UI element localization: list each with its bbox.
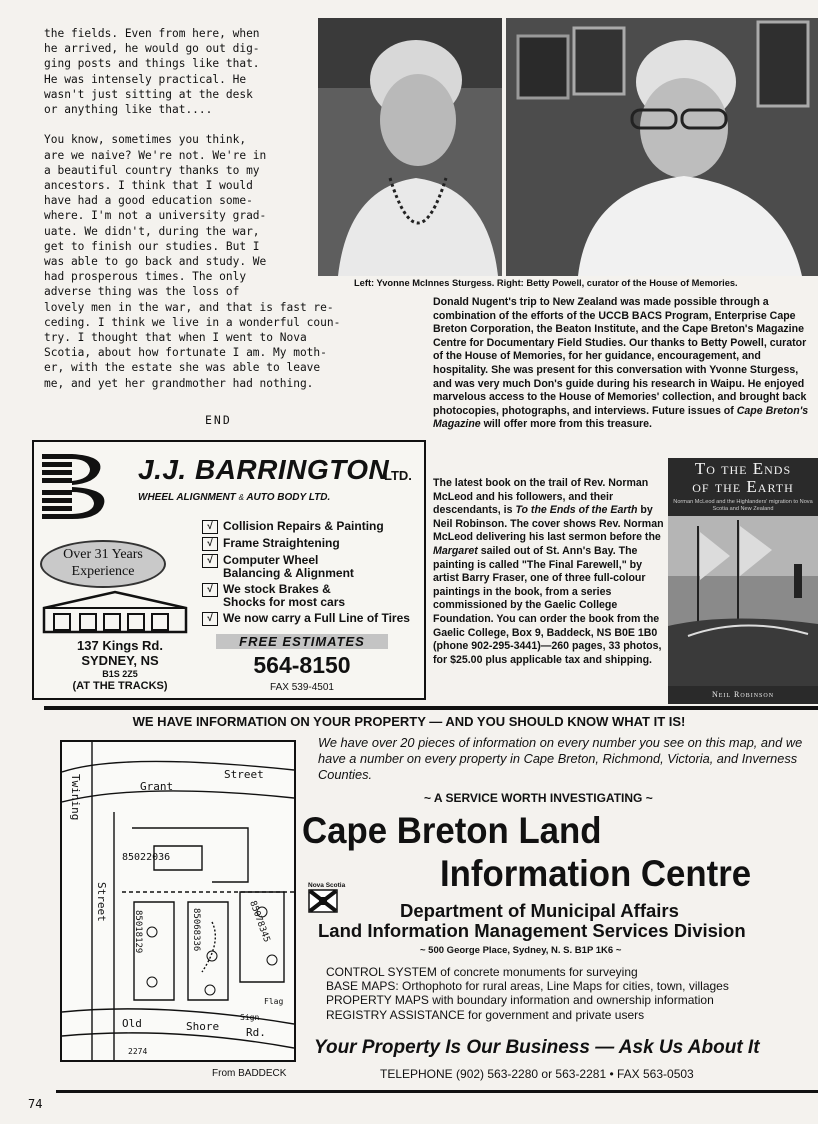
barrington-address [42, 638, 198, 693]
service-label: Frame Straightening [223, 536, 340, 550]
magazine-title: Cape Breton's Magazine [433, 404, 809, 431]
service-label: Computer Wheel Balancing & Alignment [223, 553, 354, 580]
service-label: We now carry a Full Line of Tires [223, 611, 410, 625]
barrington-fax: FAX 539-4501 [270, 682, 334, 693]
book-cover-title-1: To the Ends [694, 459, 792, 478]
map-label-old: Old [122, 1017, 142, 1030]
ship-name: Margaret [433, 544, 478, 557]
barrington-services [202, 520, 424, 626]
book-cover-title-2: of the Earth [692, 477, 794, 496]
map-parcel-3: 85068336 [191, 908, 201, 952]
barrington-ltd: LTD. [384, 468, 412, 483]
land-service-item: CONTROL SYSTEM of concrete monuments for surveying [326, 965, 638, 979]
property-map [60, 740, 296, 1062]
nova-scotia-label: Nova Scotia [308, 882, 346, 889]
map-parcel-1: 85022036 [122, 852, 171, 863]
book-cover [668, 458, 818, 704]
centre-title-line-2: Information Centre [440, 853, 752, 894]
map-label-sign: Sign [240, 1013, 260, 1022]
checkbox-icon: √ [202, 520, 218, 534]
dept-address: ~ 500 George Place, Sydney, N. S. B1P 1K6 ~ [420, 945, 622, 956]
dept-line-2: Land Information Management Services Division [318, 920, 746, 941]
checkbox-icon: √ [202, 537, 218, 551]
centre-slogan: Your Property Is Our Business — Ask Us About It [314, 1037, 760, 1058]
garage-icon [40, 588, 190, 634]
bottom-rule [56, 1090, 818, 1093]
barrington-subtitle [138, 492, 330, 503]
barrington-ad [32, 440, 426, 700]
barrington-logo [38, 450, 108, 524]
land-services [326, 965, 729, 1022]
map-label-shore: Shore [186, 1020, 220, 1033]
experience-line-1: Over 31 Years [63, 547, 143, 562]
nova-scotia-flag-icon [308, 889, 338, 913]
property-headline: WE HAVE INFORMATION ON YOUR PROPERTY — AND YOU SHOULD KNOW WHAT IT IS! [132, 714, 686, 729]
experience-line-2: Experience [71, 564, 135, 579]
book-title: To the Ends of the Earth [515, 504, 638, 517]
interview-text: the fields. Even from here, when he arrived, he would go out dig- ging posts and things like that. He was intensely practical. He wasn't just sitting at the desk or anything like that.... You know, sometimes you think, are we naive? We're not. We're in a beautiful country thanks to my ancestors. I think that I would have had a good education some- where. I'm not a university grad- uate. We didn't, during the war, get to finish our studies. But I was able to go back and study. We had prosperous times. The only adverse thing was the loss of lovely men in the war, and that is fast re- ceding. I think we live in a wonderful coun- try. I thought that when I went to Nova Scotia, about how fortunate I am. My moth- er, with the estate she was able to leave me, and yet her grandmother had nothing. [44, 27, 341, 390]
land-service-item: REGISTRY ASSISTANCE for government and private users [326, 1007, 645, 1022]
property-map-drawing [62, 742, 294, 1060]
address-landmark: (AT THE TRACKS) [72, 680, 168, 692]
property-intro: We have over 20 pieces of information on every number you see on this map, and we have a number on every property in Cape Breton, Richmond, Victoria, and Inverness Counties. [318, 735, 803, 782]
barrington-subtitle-amp: & [238, 493, 244, 502]
service-label: We stock Brakes & Shocks for most cars [223, 582, 346, 609]
land-service-item: PROPERTY MAPS with boundary information and ownership information [326, 993, 714, 1008]
article-credits [433, 296, 813, 432]
free-estimates: FREE ESTIMATES [216, 634, 388, 649]
address-postal: B1S 2Z5 [102, 669, 138, 679]
map-label-grant: Grant [140, 780, 174, 793]
map-parcel-2: 85018129 [133, 910, 143, 954]
address-line-2: SYDNEY, NS [81, 653, 159, 668]
service-row [202, 520, 424, 534]
map-parcel-4: 85078345 [247, 899, 272, 944]
barrington-subtitle-a: WHEEL ALIGNMENT [138, 492, 236, 503]
photo-betty-powell [506, 18, 818, 276]
book-cover-author: Neil Robinson [711, 690, 775, 699]
book-blurb-text-2: by Neil Robinson. The cover shows Rev. Norman McLeod delivering his last sermon before the [433, 504, 664, 544]
land-service-item: BASE MAPS: Orthophoto for rural areas, Line Maps for cities, town, villages [326, 979, 729, 994]
book-blurb [433, 477, 665, 667]
map-source: From BADDECK [212, 1068, 287, 1079]
centre-telephone: TELEPHONE (902) 563-2280 or 563-2281 • FAX 563-0503 [380, 1067, 694, 1081]
map-label-rd: Rd. [246, 1026, 266, 1039]
book-cover-subtitle: Norman McLeod and the Highlanders' migration to Nova Scotia and New Zealand [673, 499, 813, 512]
barrington-phone: 564-8150 [253, 652, 351, 678]
checkbox-icon: √ [202, 612, 218, 626]
book-blurb-text-1: The latest book on the trail of Rev. Norman McLeod and his followers, and their descendants, is [433, 477, 649, 517]
nova-scotia-badge [308, 882, 344, 916]
book-blurb-text-3: sailed out of St. Ann's Bay. The painting is called "The Final Farewell," by artist Barry Fraser, one of three full-colour paintings in the book, from a series commissioned by the Gaelic College Foundation. You can order the book from the Gaelic College, Box 9, Baddeck, NS B0E 1B0 (phone 902-295-3441)—260 pages, 33 photos, for $25.00 plus applicable tax and shipping. [433, 544, 662, 666]
section-divider [44, 706, 818, 710]
experience-badge [40, 540, 166, 588]
end-mark: END [205, 413, 232, 427]
centre-title-line-1: Cape Breton Land [302, 810, 602, 851]
service-row [202, 612, 424, 626]
credits-text-2: will offer more from this treasure. [480, 418, 652, 431]
service-row [202, 583, 424, 609]
map-label-street-left: Street [95, 882, 108, 922]
service-row [202, 554, 424, 580]
address-line-1: 137 Kings Rd. [77, 638, 163, 653]
portrait-left-image [318, 18, 502, 276]
barrington-name: J.J. BARRINGTON [138, 454, 390, 485]
service-label: Collision Repairs & Painting [223, 519, 384, 533]
barrington-subtitle-b: AUTO BODY LTD. [246, 492, 331, 503]
dept-line-1: Department of Municipal Affairs [400, 900, 679, 921]
portrait-right-image [506, 18, 818, 276]
map-label-num: 2274 [128, 1047, 148, 1056]
photo-yvonne-sturgess [318, 18, 502, 276]
service-row [202, 537, 424, 551]
service-tagline: ~ A SERVICE WORTH INVESTIGATING ~ [424, 791, 653, 805]
book-cover-painting [668, 516, 818, 686]
map-label-flag: Flag [264, 997, 284, 1006]
page-number: 74 [28, 1097, 43, 1111]
checkbox-icon: √ [202, 583, 218, 597]
photo-caption: Left: Yvonne McInnes Sturgess. Right: Betty Powell, curator of the House of Memories. [354, 278, 738, 288]
map-label-street-top: Street [224, 768, 264, 781]
checkbox-icon: √ [202, 554, 218, 568]
map-label-twining: Twining [69, 774, 82, 821]
credits-text-1: Donald Nugent's trip to New Zealand was made possible through a combination of the efforts of the UCCB BACS Program, Enterprise Cape Breton Corporation, the Beaton Institute, and the Cape Breton's Magazine Centre for Documentary Field Studies. Our thanks to Betty Powell, curator of the House of Memories, for her guidance, encouragement, and hospitality. She was present for this conversation with Yvonne Sturgess, and was very much Don's guide during his research in Waipu. He enjoyed marvelous access to the House of Memories' collection, and brought back photocopies, photographs, and interviews. Future issues of [433, 296, 807, 417]
